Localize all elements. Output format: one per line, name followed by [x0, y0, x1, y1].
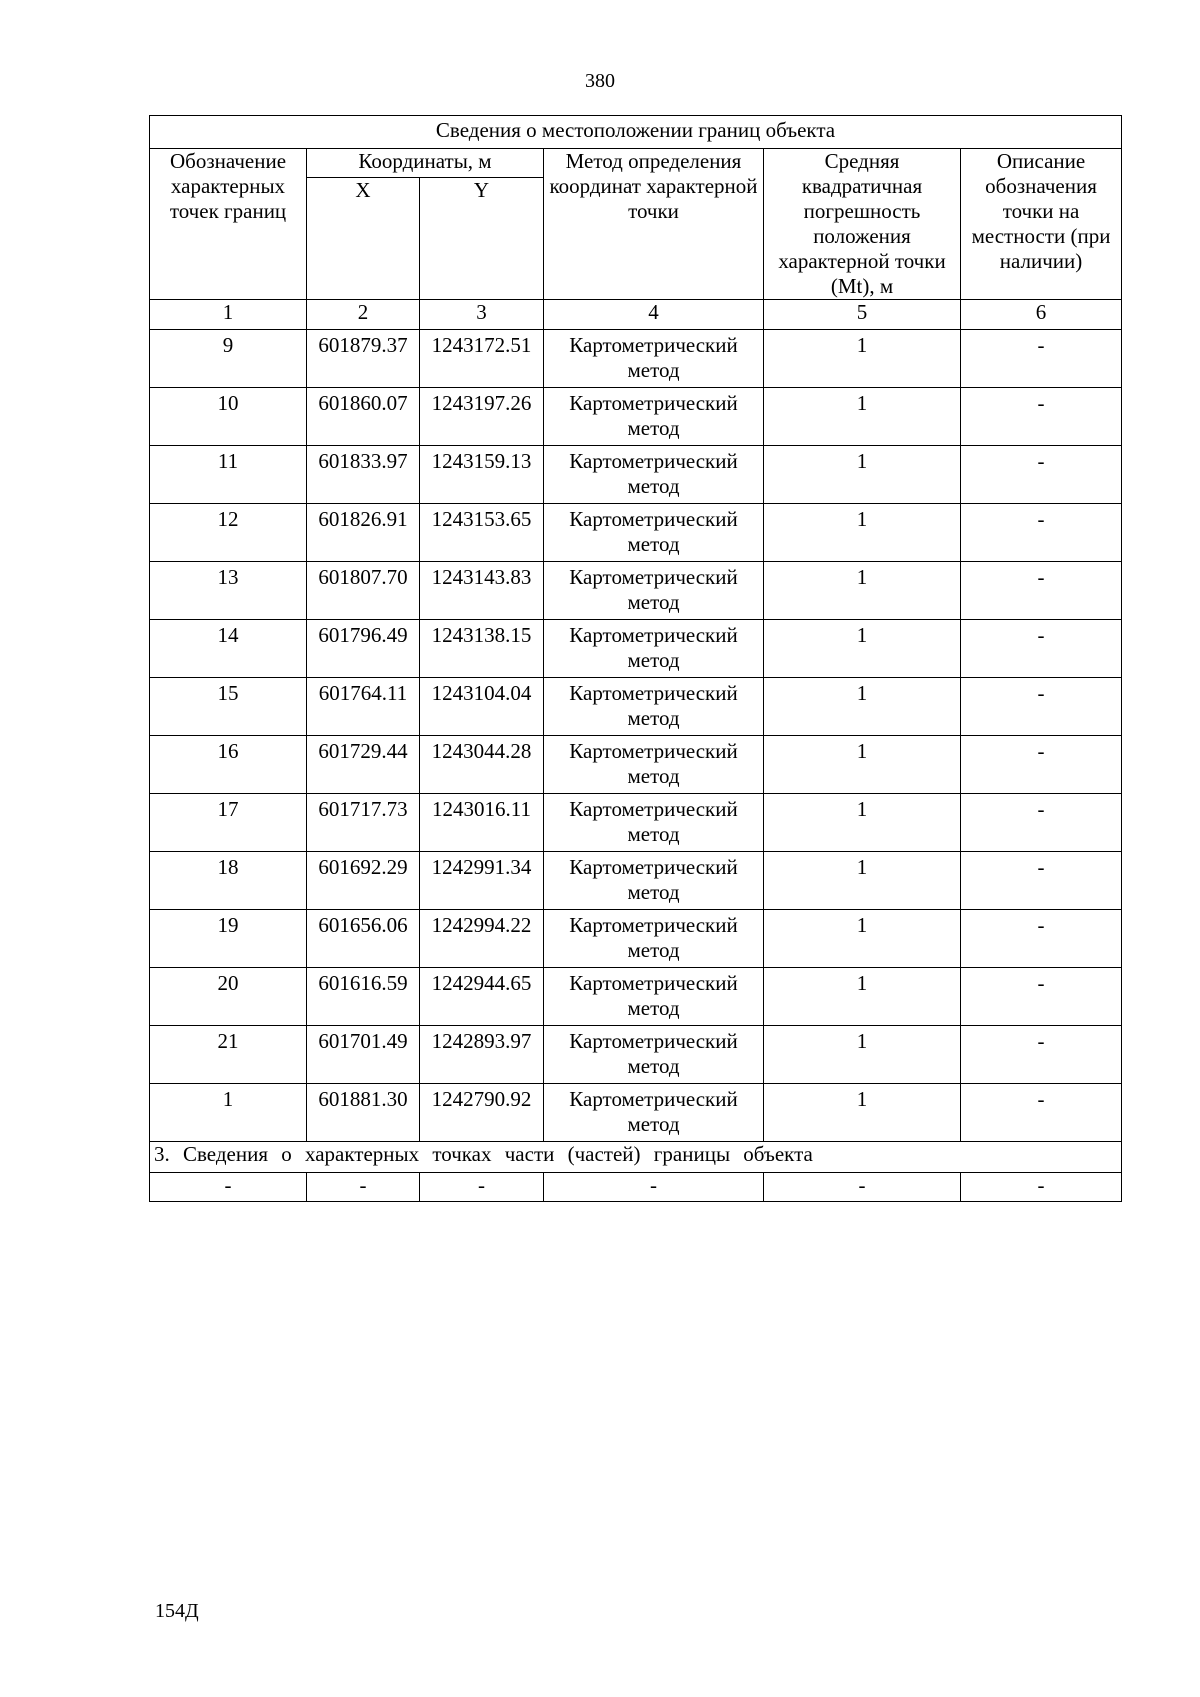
- method-line-2: метод: [627, 648, 680, 672]
- mean-error-cell: 1: [764, 620, 961, 678]
- x-coordinate-cell: 601796.49: [307, 620, 420, 678]
- point-cell: 1: [150, 1084, 307, 1142]
- method-cell: [544, 794, 764, 852]
- description-cell: -: [961, 446, 1122, 504]
- y-coordinate-cell: 1243197.26: [420, 388, 544, 446]
- column-number: 3: [420, 300, 544, 330]
- footer-code: 154Д: [155, 1600, 199, 1622]
- mean-error-cell: 1: [764, 446, 961, 504]
- method-line-2: метод: [627, 764, 680, 788]
- method-line-2: метод: [627, 880, 680, 904]
- method-line-1: Картометрический: [569, 797, 738, 821]
- method-line-2: метод: [627, 706, 680, 730]
- table-row: [150, 968, 1122, 1026]
- header-row: [150, 149, 1122, 178]
- table-row: [150, 852, 1122, 910]
- boundary-table: [149, 115, 1122, 1202]
- empty-cell: -: [961, 1173, 1122, 1202]
- y-coordinate-cell: 1243172.51: [420, 330, 544, 388]
- header-point-designation: Обозначение характерных точек границ: [150, 149, 307, 300]
- mean-error-cell: 1: [764, 562, 961, 620]
- point-cell: 17: [150, 794, 307, 852]
- method-line-2: метод: [627, 1054, 680, 1078]
- table-row: [150, 1026, 1122, 1084]
- method-line-1: Картометрический: [569, 449, 738, 473]
- column-number: 2: [307, 300, 420, 330]
- point-cell: 11: [150, 446, 307, 504]
- y-coordinate-cell: 1243104.04: [420, 678, 544, 736]
- method-line-1: Картометрический: [569, 1029, 738, 1053]
- mean-error-cell: 1: [764, 330, 961, 388]
- method-cell: [544, 446, 764, 504]
- method-line-2: метод: [627, 938, 680, 962]
- point-cell: 15: [150, 678, 307, 736]
- description-cell: -: [961, 968, 1122, 1026]
- mean-error-cell: 1: [764, 968, 961, 1026]
- x-coordinate-cell: 601879.37: [307, 330, 420, 388]
- x-coordinate-cell: 601764.11: [307, 678, 420, 736]
- section-3-row: [150, 1142, 1122, 1173]
- method-line-1: Картометрический: [569, 507, 738, 531]
- table-row: [150, 1084, 1122, 1142]
- point-cell: 10: [150, 388, 307, 446]
- x-coordinate-cell: 601692.29: [307, 852, 420, 910]
- mean-error-cell: 1: [764, 678, 961, 736]
- x-coordinate-cell: 601826.91: [307, 504, 420, 562]
- mean-error-cell: 1: [764, 388, 961, 446]
- header-y: Y: [420, 178, 544, 300]
- point-cell: 18: [150, 852, 307, 910]
- method-cell: [544, 910, 764, 968]
- description-cell: -: [961, 1026, 1122, 1084]
- method-line-1: Картометрический: [569, 1087, 738, 1111]
- x-coordinate-cell: 601616.59: [307, 968, 420, 1026]
- method-cell: [544, 852, 764, 910]
- empty-cell: -: [150, 1173, 307, 1202]
- table-row: [150, 504, 1122, 562]
- description-cell: -: [961, 330, 1122, 388]
- method-cell: [544, 678, 764, 736]
- method-cell: [544, 388, 764, 446]
- empty-cell: -: [307, 1173, 420, 1202]
- point-cell: 21: [150, 1026, 307, 1084]
- mean-error-cell: 1: [764, 1084, 961, 1142]
- y-coordinate-cell: 1242994.22: [420, 910, 544, 968]
- method-cell: [544, 736, 764, 794]
- point-cell: 14: [150, 620, 307, 678]
- mean-error-cell: 1: [764, 910, 961, 968]
- method-line-1: Картометрический: [569, 333, 738, 357]
- x-coordinate-cell: 601860.07: [307, 388, 420, 446]
- method-cell: [544, 1026, 764, 1084]
- y-coordinate-cell: 1243016.11: [420, 794, 544, 852]
- header-x: X: [307, 178, 420, 300]
- method-line-2: метод: [627, 1112, 680, 1136]
- description-cell: -: [961, 1084, 1122, 1142]
- method-line-1: Картометрический: [569, 739, 738, 763]
- x-coordinate-cell: 601656.06: [307, 910, 420, 968]
- point-cell: 20: [150, 968, 307, 1026]
- page-number: 380: [585, 70, 615, 92]
- table-row: [150, 678, 1122, 736]
- method-line-1: Картометрический: [569, 913, 738, 937]
- description-cell: -: [961, 678, 1122, 736]
- point-cell: 19: [150, 910, 307, 968]
- description-cell: -: [961, 852, 1122, 910]
- method-line-1: Картометрический: [569, 971, 738, 995]
- method-cell: [544, 620, 764, 678]
- description-cell: -: [961, 794, 1122, 852]
- y-coordinate-cell: 1242790.92: [420, 1084, 544, 1142]
- point-cell: 16: [150, 736, 307, 794]
- method-cell: [544, 330, 764, 388]
- column-number: 4: [544, 300, 764, 330]
- point-cell: 12: [150, 504, 307, 562]
- empty-cell: -: [420, 1173, 544, 1202]
- column-number: 1: [150, 300, 307, 330]
- y-coordinate-cell: 1243044.28: [420, 736, 544, 794]
- empty-cell: -: [544, 1173, 764, 1202]
- y-coordinate-cell: 1242944.65: [420, 968, 544, 1026]
- section-3-title: 3. Сведения о характерных точках части (частей) границы объекта: [150, 1142, 1122, 1173]
- section-3-empty-row: [150, 1173, 1122, 1202]
- method-line-1: Картометрический: [569, 681, 738, 705]
- table-row: [150, 330, 1122, 388]
- column-number-row: [150, 300, 1122, 330]
- table-row: [150, 620, 1122, 678]
- method-line-2: метод: [627, 416, 680, 440]
- method-line-2: метод: [627, 358, 680, 382]
- x-coordinate-cell: 601701.49: [307, 1026, 420, 1084]
- method-cell: [544, 968, 764, 1026]
- mean-error-cell: 1: [764, 504, 961, 562]
- method-line-2: метод: [627, 532, 680, 556]
- method-cell: [544, 1084, 764, 1142]
- table-title: Сведения о местоположении границ объекта: [150, 116, 1122, 149]
- method-line-1: Картометрический: [569, 391, 738, 415]
- method-cell: [544, 504, 764, 562]
- x-coordinate-cell: 601881.30: [307, 1084, 420, 1142]
- method-line-2: метод: [627, 590, 680, 614]
- table-row: [150, 446, 1122, 504]
- header-method: Метод определения координат характерной точки: [544, 149, 764, 300]
- method-cell: [544, 562, 764, 620]
- header-description: Описание обозначения точки на местности (при наличии): [961, 149, 1122, 300]
- point-cell: 9: [150, 330, 307, 388]
- table-title-row: [150, 116, 1122, 149]
- description-cell: -: [961, 504, 1122, 562]
- method-line-2: метод: [627, 822, 680, 846]
- y-coordinate-cell: 1243138.15: [420, 620, 544, 678]
- description-cell: -: [961, 388, 1122, 446]
- header-coordinates: Координаты, м: [307, 149, 544, 178]
- x-coordinate-cell: 601729.44: [307, 736, 420, 794]
- mean-error-cell: 1: [764, 736, 961, 794]
- table-row: [150, 388, 1122, 446]
- x-coordinate-cell: 601833.97: [307, 446, 420, 504]
- method-line-2: метод: [627, 996, 680, 1020]
- column-number: 5: [764, 300, 961, 330]
- column-number: 6: [961, 300, 1122, 330]
- description-cell: -: [961, 736, 1122, 794]
- table-row: [150, 794, 1122, 852]
- x-coordinate-cell: 601717.73: [307, 794, 420, 852]
- mean-error-cell: 1: [764, 1026, 961, 1084]
- y-coordinate-cell: 1243143.83: [420, 562, 544, 620]
- method-line-1: Картометрический: [569, 855, 738, 879]
- x-coordinate-cell: 601807.70: [307, 562, 420, 620]
- table-row: [150, 562, 1122, 620]
- description-cell: -: [961, 620, 1122, 678]
- empty-cell: -: [764, 1173, 961, 1202]
- y-coordinate-cell: 1242893.97: [420, 1026, 544, 1084]
- point-cell: 13: [150, 562, 307, 620]
- y-coordinate-cell: 1242991.34: [420, 852, 544, 910]
- table-row: [150, 910, 1122, 968]
- y-coordinate-cell: 1243159.13: [420, 446, 544, 504]
- method-line-1: Картометрический: [569, 565, 738, 589]
- table-row: [150, 736, 1122, 794]
- description-cell: -: [961, 562, 1122, 620]
- method-line-2: метод: [627, 474, 680, 498]
- method-line-1: Картометрический: [569, 623, 738, 647]
- header-mean-error: Средняя квадратичная погрешность положения характерной точки (Mt), м: [764, 149, 961, 300]
- mean-error-cell: 1: [764, 852, 961, 910]
- y-coordinate-cell: 1243153.65: [420, 504, 544, 562]
- mean-error-cell: 1: [764, 794, 961, 852]
- description-cell: -: [961, 910, 1122, 968]
